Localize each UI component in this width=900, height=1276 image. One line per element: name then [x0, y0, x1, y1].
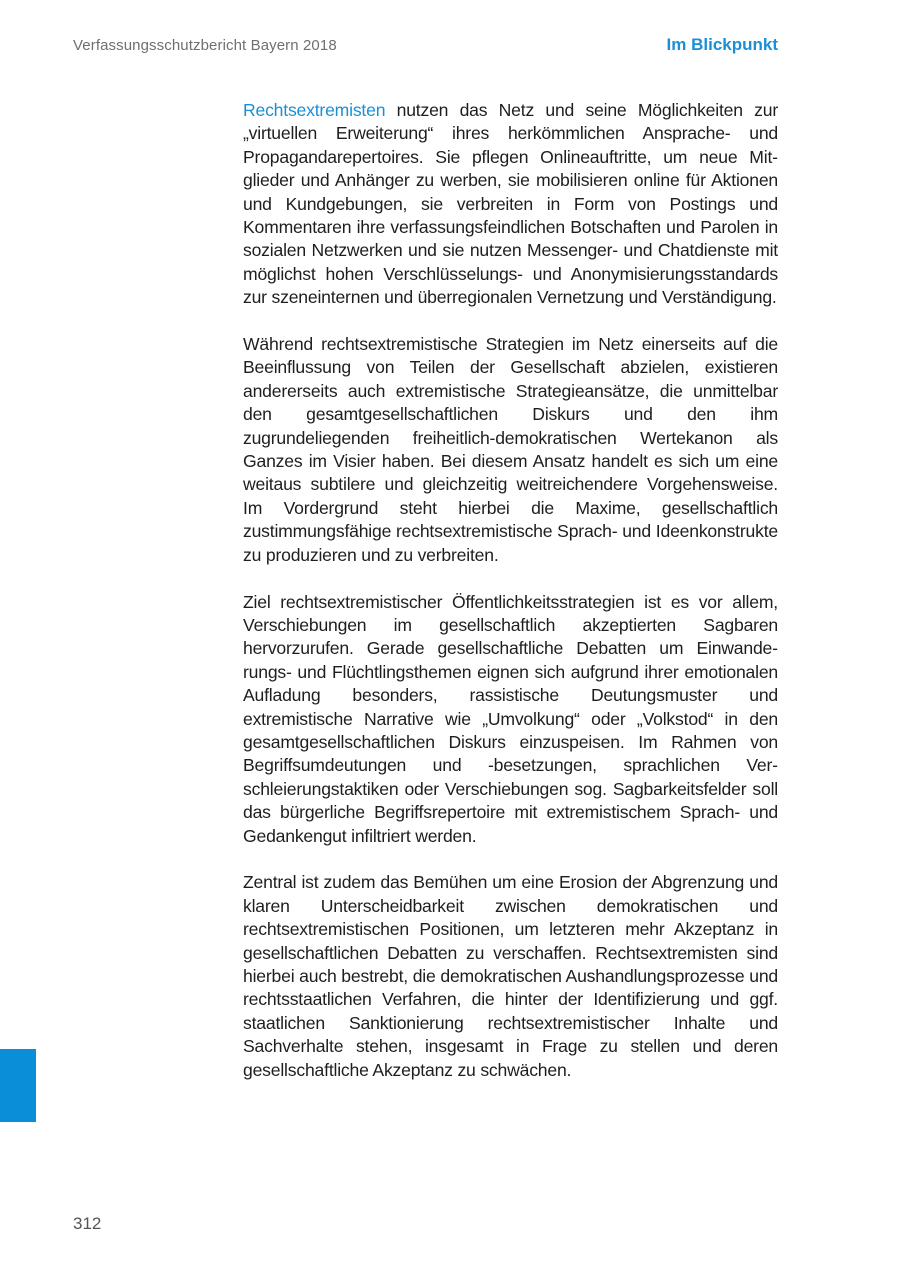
- chapter-tab-marker: [0, 1049, 36, 1122]
- section-title: Im Blickpunkt: [666, 35, 778, 54]
- running-title: Verfassungsschutzbericht Bayern 2018: [73, 37, 337, 54]
- paragraph-1-text: nutzen das Netz und seine Möglichkeiten zur „virtuellen Erweiterung“ ihres herkömmlichen Ansprache- und Propagandarepertoires. Sie pflegen Onlineauftritte, um neue Mitglieder und Anhänger zu werben, sie mobilisieren online für Aktionen und Kundgebungen, sie verbreiten in Form von Postings und Kommentaren ihre verfassungsfeindlichen Botschaften und Parolen in sozialen Netzwerken und sie nutzen Messenger- und Chatdienste mit möglichst hohen Verschlüsselungs- und Anonymisierungsstandards zur szeneinternen und überregionalen Vernetzung und Verständigung.: [243, 100, 778, 308]
- paragraph-2: Während rechtsextremistische Strategien im Netz einerseits auf die Beeinflussung von Teilen der Gesellschaft abzielen, existieren andererseits auch extremistische Strategieansätze, die unmittelbar den gesamtgesellschaftlichen Diskurs und den ihm zugrundeliegenden freiheitlich-demokratischen Wertekanon als Ganzes im Visier haben. Bei diesem Ansatz handelt es sich um eine weitaus subtilere und gleichzeitig weitreichendere Vorgehensweise. Im Vordergrund steht hierbei die Maxime, gesellschaftlich zustimmungsfähige rechtsextremistische Sprach- und Ideenkonstrukte zu produzieren und zu verbreiten.: [243, 334, 778, 565]
- paragraph-1: [243, 99, 778, 310]
- body-text: [243, 99, 778, 1105]
- paragraph-3: Ziel rechtsextremistischer Öffentlichkeitsstrategien ist es vor allem, Verschiebungen im gesellschaftlich akzeptierten Sagbaren hervorzurufen. Gerade gesellschaftliche Debatten um Einwanderungs- und Flüchtlingsthemen eignen sich aufgrund ihrer emotionalen Aufladung besonders, rassistische Deutungsmuster und extremistische Narrative wie „Umvolkung“ oder „Volkstod“ in den gesamtgesellschaftlichen Diskurs einzuspeisen. Im Rahmen von Begriffsumdeutungen und -besetzungen, sprachlichen Verschleierungstaktiken oder Verschiebungen sog. Sagbarkeitsfelder soll das bürgerliche Begriffsrepertoire mit extremistischem Sprach- und Gedankengut infiltriert werden.: [243, 591, 778, 846]
- glossary-link[interactable]: Rechtsextremisten: [243, 100, 386, 120]
- page-number: 312: [73, 1214, 102, 1233]
- paragraph-4: Zentral ist zudem das Bemühen um eine Erosion der Abgrenzung und klaren Unterscheidbarkeit zwischen demokratischen und rechtsextremistischen Positionen, um letzteren mehr Akzeptanz in gesellschaftlichen Debatten zu verschaffen. Rechtsextremisten sind hierbei auch bestrebt, die demokratischen Aushandlungsprozesse und rechtsstaatlichen Verfahren, die hinter der Identifizierung und ggf. staatlichen Sanktionierung rechtsextremistischer Inhalte und Sachverhalte stehen, insgesamt in Frage zu stellen und deren gesellschaftliche Akzeptanz zu schwächen.: [243, 872, 778, 1080]
